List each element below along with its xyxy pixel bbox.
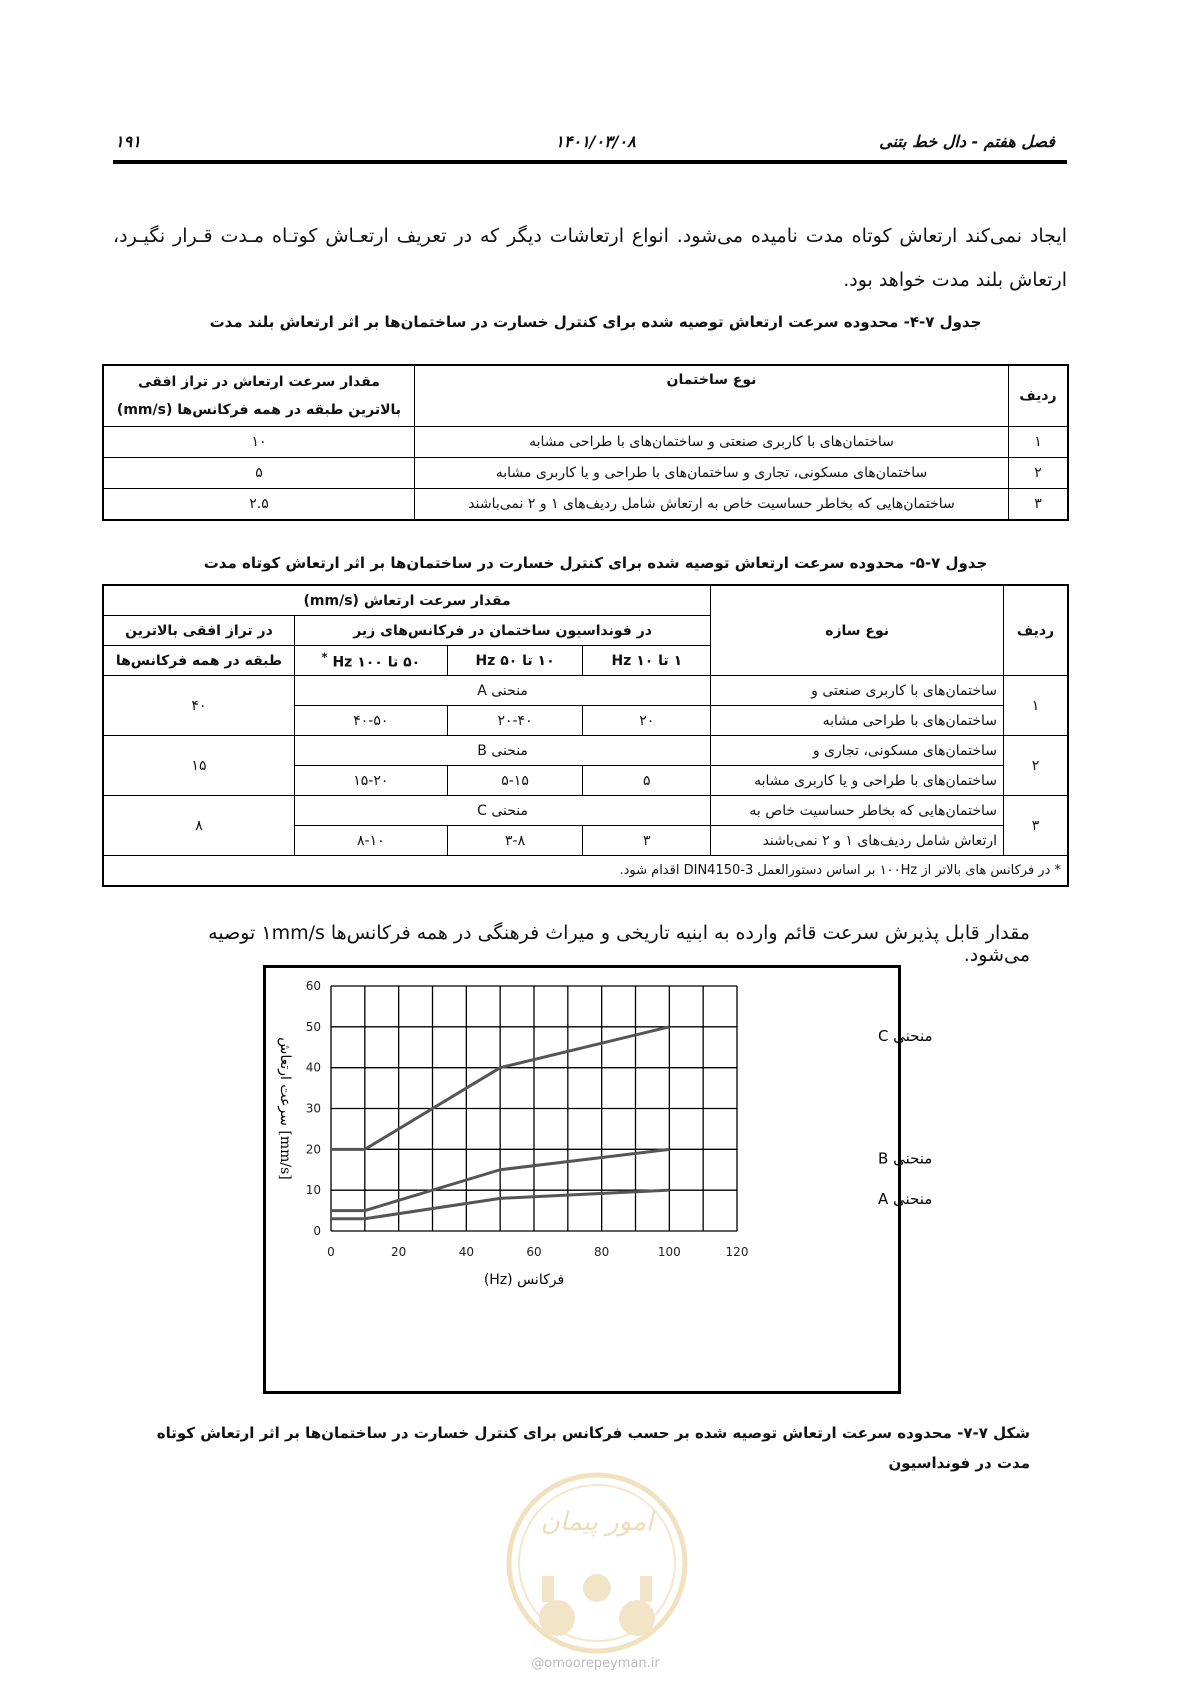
cell-f1: ۳ [583,826,711,856]
figure-caption: شکل ۷-۷- محدوده سرعت ارتعاش توصیه شده بر حسب فرکانس برای کنترل خسارت در ساختمان‌ها بر اثر ارتعاش کوتاه مدت در فونداسیون [156,1424,1030,1472]
cell-structure: ارتعاش شامل ردیف‌های ۱ و ۲ نمی‌باشند [711,826,1004,856]
cell-value: ۲.۵ [103,489,415,521]
cell-f1: ۲۰ [583,706,711,736]
header-cell-speed: مقدار سرعت ارتعاش (mm/s) [103,585,711,616]
cell-curve: منحنی C [294,796,710,826]
watermark-handle: @omoorepeyman.ir [531,1656,660,1671]
cell-top: ۱۵ [103,736,294,796]
cell-type: ساختمان‌های مسکونی، تجاری و ساختمان‌های با طراحی و یا کاربری مشابه [415,458,1009,489]
header-cell-row: ردیف [1009,365,1069,427]
header-cell-f3 [294,646,447,676]
cell-f2: ۲۰-۴۰ [447,706,583,736]
y-tick-label: 30 [305,1101,321,1116]
x-tick-label: 100 [657,1245,681,1259]
cell-type: ساختمان‌هایی که بخاطر حساسیت خاص به ارتعاش شامل ردیف‌های ۱ و ۲ نمی‌باشند [415,489,1009,521]
table-row [103,489,1068,521]
page-number: ۱۹۱ [115,132,141,151]
x-tick-label: 80 [594,1245,610,1259]
y-tick-label: 20 [305,1142,321,1157]
f3-label: ۵۰ تا ۱۰۰ Hz [332,654,421,671]
cell-row: ۳ [1004,796,1069,856]
vibration-chart [266,968,933,1391]
header-cell-row: ردیف [1004,585,1069,676]
x-tick-label: 120 [725,1245,749,1259]
cell-curve: منحنی B [294,736,710,766]
intro-paragraph: ایجاد نمی‌کند ارتعاش کوتاه مدت نامیده می‌شود. انواع ارتعاشات دیگر که در تعریف ارتعـاش کوتـاه مـدت قـرار نگیـرد، ارتعاش بلند مدت خواهد بود. [113,225,1067,291]
table1-caption: جدول ۷-۴- محدوده سرعت ارتعاش توصیه شده برای کنترل خسارت در ساختمان‌ها بر اثر ارتعاش بلند مدت [209,313,982,331]
table-row [103,676,1068,706]
table-footnote: * در فرکانس های بالاتر از ۱۰۰Hz بر اساس دستورالعمل DIN4150-3 اقدام شود. [103,856,1068,887]
x-tick-label: 40 [458,1245,474,1259]
header-cell-foundation: در فونداسیون ساختمان در فرکانس‌های زیر [294,616,710,646]
cell-structure: ساختمان‌های با کاربری صنعتی و [711,676,1004,706]
header-cell-f2: ۱۰ تا ۵۰ Hz [447,646,583,676]
chart-frame [263,965,933,1394]
cell-top: ۴۰ [103,676,294,736]
cell-type: ساختمان‌های با کاربری صنعتی و ساختمان‌های با طراحی مشابه [415,427,1009,458]
header-rule [113,160,1067,164]
header-cell-top-floor: در تراز افقی بالاترین [103,616,294,646]
x-tick-label: 60 [526,1245,542,1259]
heritage-sentence: مقدار قابل پذیرش سرعت قائم وارده به ابنیه تاریخی و میراث فرهنگی در همه فرکانس‌ها ۱mm/s توصیه می‌شود. [208,922,1030,966]
x-tick-label: 20 [391,1245,407,1259]
y-axis-label: سرعت ارتعاش [mm/s] [277,1037,293,1180]
table-row [103,458,1068,489]
header-date: ۱۴۰۱/۰۳/۰۸ [555,132,636,151]
table-row [103,427,1068,458]
footnote-mark: * [321,650,328,665]
series-label: منحنی C [878,1026,933,1045]
series-label: منحنی B [878,1149,933,1168]
cell-structure: ساختمان‌هایی که بخاطر حساسیت خاص به [711,796,1004,826]
cell-curve: منحنی A [294,676,710,706]
header-cell-value: مقدار سرعت ارتعاش در تراز افقی بالاترین طبقه در همه فرکانس‌ها (mm/s) [103,365,415,427]
y-tick-label: 50 [305,1019,321,1034]
cell-f2: ۵-۱۵ [447,766,583,796]
cell-f3: ۴۰-۵۰ [294,706,447,736]
table2-caption: جدول ۷-۵- محدوده سرعت ارتعاش توصیه شده برای کنترل خسارت در ساختمان‌ها بر اثر ارتعاش کوتاه مدت [203,554,988,572]
cell-row: ۱ [1004,676,1069,736]
emblem-logo [502,1468,692,1658]
cell-f2: ۳-۸ [447,826,583,856]
table-short-term-vibration [102,584,1069,887]
cell-value: ۱۰ [103,427,415,458]
header-cell-structure: نوع سازه [711,585,1004,676]
header-cell-top-floor-2: طبقه در همه فرکانس‌ها [103,646,294,676]
footnote-row [103,856,1068,887]
cell-f1: ۵ [583,766,711,796]
y-tick-label: 60 [305,979,321,993]
header-cell-f1: ۱ تا ۱۰ Hz [583,646,711,676]
x-tick-label: 0 [327,1245,335,1259]
series-label: منحنی A [878,1190,933,1209]
table-header-row [103,365,1068,427]
cell-value: ۵ [103,458,415,489]
cell-f3: ۱۵-۲۰ [294,766,447,796]
chapter-title: فصل هفتم - دال خط بتنی [879,132,1055,151]
table-row [103,736,1068,766]
cell-structure: ساختمان‌های با طراحی مشابه [711,706,1004,736]
cell-f3: ۸-۱۰ [294,826,447,856]
table-long-term-vibration [102,364,1069,521]
cell-row: ۲ [1009,458,1069,489]
logo-text: امور پیمان [540,1507,654,1537]
cell-structure: ساختمان‌های مسکونی، تجاری و [711,736,1004,766]
table-row [103,796,1068,826]
cell-top: ۸ [103,796,294,856]
y-tick-label: 40 [305,1060,321,1075]
y-tick-label: 0 [313,1224,321,1238]
cell-row: ۲ [1004,736,1069,796]
table-header-row [103,585,1068,616]
header-cell-type: نوع ساختمان [415,365,1009,427]
y-tick-label: 10 [305,1183,321,1198]
cell-row: ۱ [1009,427,1069,458]
cell-row: ۳ [1009,489,1069,521]
x-axis-label: فرکانس (Hz) [483,1272,565,1288]
cell-structure: ساختمان‌های با طراحی و یا کاربری مشابه [711,766,1004,796]
